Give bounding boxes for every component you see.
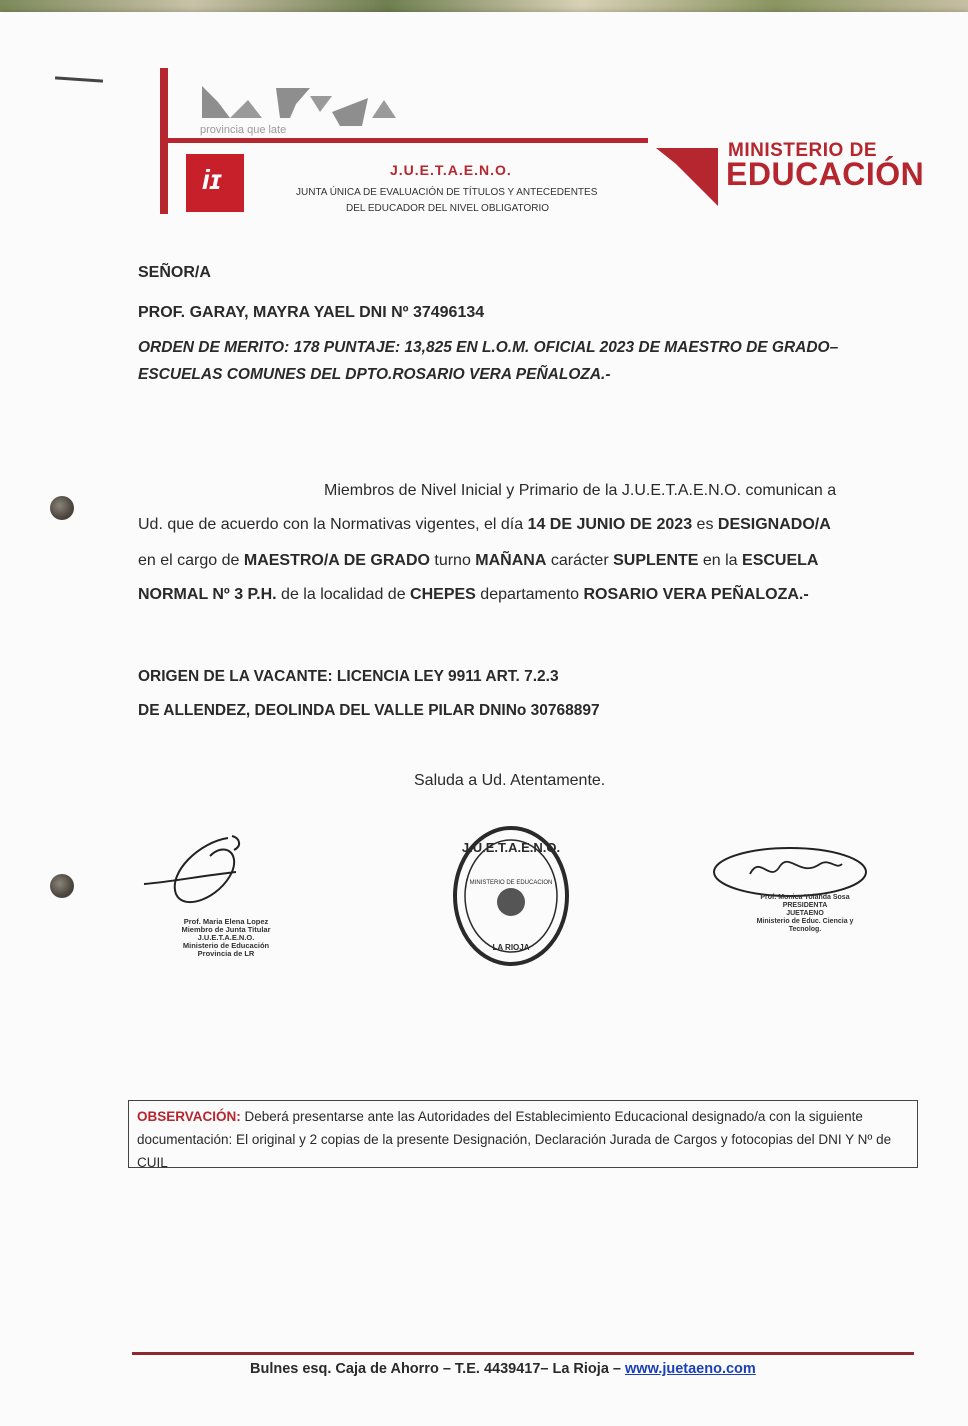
stamp-line: Provincia de LR xyxy=(197,949,255,958)
body-text: es xyxy=(692,516,718,533)
footer-divider xyxy=(132,1352,914,1355)
vacancy-origin-line-2: DE ALLENDEZ, DEOLINDA DEL VALLE PILAR DNINo 30768897 xyxy=(138,702,600,719)
juetaeno-description-line2: DEL EDUCADOR DEL NIVEL OBLIGATORIO xyxy=(346,203,550,214)
merit-line-2: ESCUELAS COMUNES DEL DPTO.ROSARIO VERA PEÑALOZA.- xyxy=(138,366,611,383)
pen-mark xyxy=(55,76,103,82)
addressee-name: PROF. GARAY, MAYRA YAEL DNI Nº 37496134 xyxy=(138,304,485,321)
body-line-1: Miembros de Nivel Inicial y Primario de la J.U.E.T.A.E.N.O. comunican a xyxy=(324,482,837,499)
right-signature-stamp xyxy=(740,894,870,934)
body-text: Ud. que de acuerdo con la Normativas vigentes, el día xyxy=(138,516,528,533)
observation-text: Deberá presentarse ante las Autoridades del Establecimiento Educacional designado/a con la siguiente documentación: El original y 2 copias de la presente Designación, Declaración Jurada de Cargos y fotocopias del DNI Y Nº de CUIL xyxy=(137,1109,892,1170)
stamp-line: Prof. Monica Yolanda Sosa xyxy=(760,894,850,901)
svg-text:LA RIOJA: LA RIOJA xyxy=(492,943,530,952)
stamp-line: JUETAENO xyxy=(786,910,824,917)
merit-line-1: ORDEN DE MERITO: 178 PUNTAJE: 13,825 EN L.O.M. OFICIAL 2023 DE MAESTRO DE GRADO– xyxy=(138,339,839,356)
shift: MAÑANA xyxy=(475,552,547,569)
school-word: ESCUELA xyxy=(742,552,819,569)
body-text: turno xyxy=(429,552,476,569)
stamp-line: Miembro de Junta Titular xyxy=(181,925,271,934)
juetaeno-description-line1: JUNTA ÚNICA DE EVALUACIÓN DE TÍTULOS Y ANTECEDENTES xyxy=(296,187,598,198)
body-text: en la xyxy=(698,552,743,569)
stamp-line: J.U.E.T.A.E.N.O. xyxy=(197,933,255,942)
left-signature-icon xyxy=(140,832,260,922)
ministry-title-line2: EDUCACIÓN xyxy=(726,156,925,192)
body-line-3 xyxy=(138,552,818,570)
observation-label: OBSERVACIÓN: xyxy=(137,1109,241,1124)
stamp-line: Ministerio de Educ. Ciencia y Tecnolog. xyxy=(756,918,854,933)
designation-status: DESIGNADO/A xyxy=(717,516,831,533)
footer-address: Bulnes esq. Caja de Ahorro – T.E. 4439417– La Rioja – xyxy=(250,1361,626,1377)
designation-date: 14 DE JUNIO DE 2023 xyxy=(527,516,693,533)
document-page xyxy=(0,12,968,1426)
punch-hole-lower xyxy=(50,874,74,898)
website-link[interactable]: www.juetaeno.com xyxy=(625,1361,756,1377)
juetaeno-title: J.U.E.T.A.E.N.O. xyxy=(390,162,512,178)
vacancy-origin-line-1: ORIGEN DE LA VACANTE: LICENCIA LEY 9911 ART. 7.2.3 xyxy=(138,668,559,685)
department: ROSARIO VERA PEÑALOZA.- xyxy=(583,586,809,603)
stamp-line: PRESIDENTA xyxy=(782,902,828,909)
ministry-title-line1: MINISTERIO DE xyxy=(728,140,878,161)
stamp-line: Ministerio de Educación xyxy=(182,941,270,950)
salutation: SEÑOR/A xyxy=(138,264,211,281)
province-tagline: provincia que late xyxy=(200,124,287,136)
svg-text:MINISTERIO DE EDUCACION: MINISTERIO DE EDUCACION xyxy=(469,880,553,886)
body-text: carácter xyxy=(546,552,614,569)
official-seal-icon xyxy=(450,824,572,968)
footer xyxy=(250,1361,756,1377)
observation-box xyxy=(128,1100,918,1168)
la-rioja-logo xyxy=(200,82,400,128)
locality: CHEPES xyxy=(410,586,476,603)
svg-text:J.U.E.T.A.E.N.O.: J.U.E.T.A.E.N.O. xyxy=(461,840,561,855)
ministry-shape-icon xyxy=(656,146,720,208)
body-text: departamento xyxy=(475,586,584,603)
juetaeno-logo-icon: iɪ xyxy=(186,154,244,212)
closing-salutation: Saluda a Ud. Atentamente. xyxy=(414,772,606,789)
character: SUPLENTE xyxy=(613,552,699,569)
left-signature-stamp xyxy=(176,918,276,958)
body-line-4 xyxy=(138,586,809,604)
body-line-2 xyxy=(138,516,831,534)
position-title: MAESTRO/A DE GRADO xyxy=(243,552,430,569)
body-text: en el cargo de xyxy=(138,552,244,569)
punch-hole-upper xyxy=(50,496,74,520)
school-name: NORMAL Nº 3 P.H. xyxy=(138,586,277,603)
stamp-line: Prof. Maria Elena Lopez xyxy=(183,917,269,926)
body-text: de la localidad de xyxy=(276,586,411,603)
header-red-bar-horizontal xyxy=(160,138,648,143)
